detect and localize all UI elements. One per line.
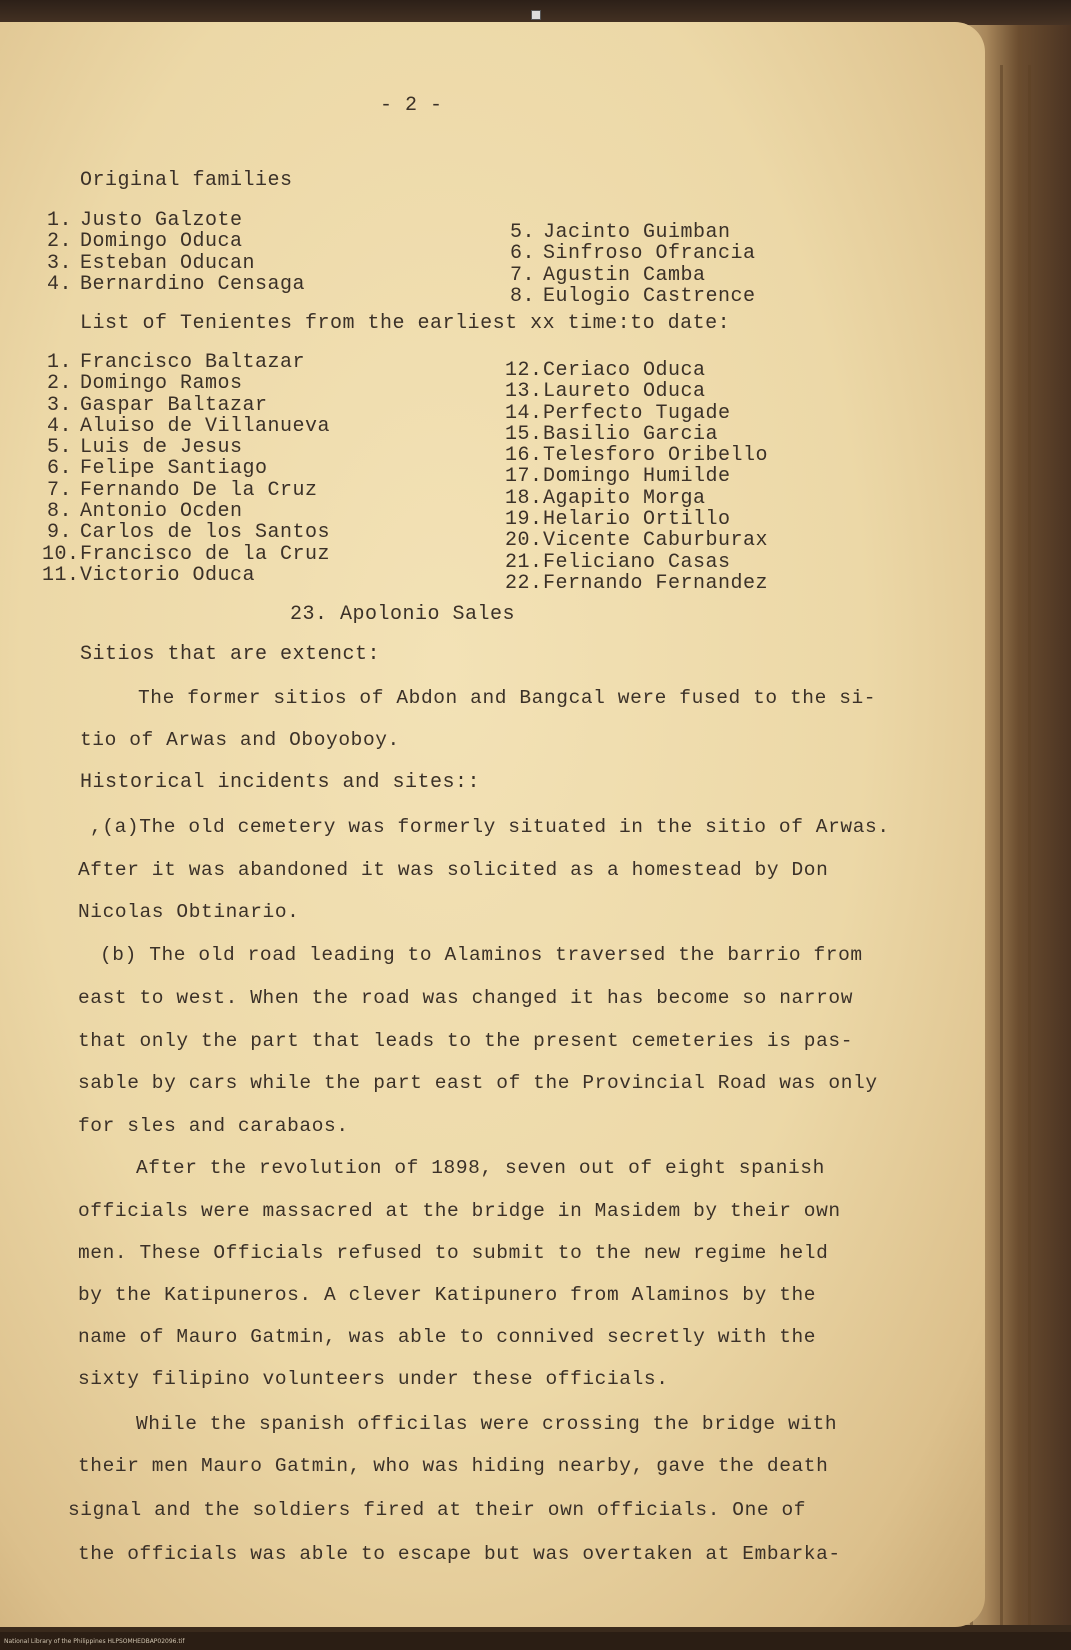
historical-heading: Historical incidents and sites:: [80, 771, 481, 794]
tenientes-extra-item: 23. Apolonio Sales [290, 603, 516, 626]
tenientes-left-list [42, 352, 330, 586]
list-item: 3. Gaspar Baltazar [46, 393, 268, 417]
history-line: While the spanish officilas were crossing the bridge with [136, 1413, 838, 1435]
list-item: 2. Domingo Oduca [46, 230, 243, 254]
list-item: 5. Luis de Jesus [46, 436, 243, 460]
page-number: - 2 - [380, 94, 443, 117]
history-line: that only the part that leads to the present cemeteries is pas- [78, 1030, 854, 1052]
list-item: 12.Ceriaco Oduca [505, 359, 706, 382]
list-item: 6. Sinfroso Ofrancia [509, 242, 756, 266]
original-families-left-list [42, 210, 305, 295]
list-item: 14.Perfecto Tugade [505, 401, 731, 425]
list-item: 8. Eulogio Castrence [509, 284, 756, 308]
history-line: sable by cars while the part east of the Provincial Road was only [78, 1072, 878, 1094]
history-line: name of Mauro Gatmin, was able to connived secretly with the [78, 1326, 817, 1348]
list-item: 22.Fernando Fernandez [505, 571, 769, 595]
history-line: ,(a)The old cemetery was formerly situated in the sitio of Arwas. [90, 816, 890, 838]
original-families-right-list [505, 222, 756, 307]
history-line: sixty filipino volunteers under these officials. [78, 1368, 669, 1390]
history-line: the officials was able to escape but was overtaken at Embarka- [78, 1543, 841, 1565]
list-item: 20.Vicente Caburburax [505, 529, 769, 553]
history-line: (b) The old road leading to Alaminos traversed the barrio from [100, 944, 863, 966]
list-item: 10.Francisco de la Cruz [42, 542, 331, 566]
list-item: 17.Domingo Humilde [505, 465, 731, 489]
scan-caption: National Library of the Philippines HLPSOMHEDBAP02096.tif [4, 1638, 185, 1645]
history-line: signal and the soldiers fired at their own officials. One of [68, 1499, 807, 1521]
list-item: 9. Carlos de los Santos [46, 521, 331, 545]
history-line: by the Katipuneros. A clever Katipunero from Alaminos by the [78, 1284, 817, 1306]
tenientes-right-list [505, 360, 768, 594]
history-line: After the revolution of 1898, seven out of eight spanish [136, 1157, 825, 1179]
list-item: 19.Helario Ortillo [505, 508, 731, 532]
list-item: 21.Feliciano Casas [505, 550, 731, 574]
list-item: 16.Telesforo Oribello [505, 444, 769, 468]
list-item: 1. Francisco Baltazar [46, 351, 306, 374]
sitios-line: tio of Arwas and Oboyoboy. [80, 729, 400, 751]
list-item: 18.Agapito Morga [505, 486, 706, 510]
list-item: 7. Agustin Camba [509, 263, 706, 287]
list-item: 11.Victorio Oduca [42, 563, 256, 587]
original-families-heading: Original families [80, 169, 293, 192]
list-item: 1. Justo Galzote [46, 209, 243, 232]
list-item: 5. Jacinto Guimban [509, 221, 731, 244]
list-item: 6. Felipe Santiago [46, 457, 268, 481]
sitios-heading: Sitios that are extenct: [80, 643, 381, 666]
list-item: 8. Antonio Ocden [46, 500, 243, 524]
history-line: their men Mauro Gatmin, who was hiding nearby, gave the death [78, 1455, 829, 1477]
scan-marker [531, 10, 541, 20]
list-item: 2. Domingo Ramos [46, 372, 243, 396]
list-item: 13.Laureto Oduca [505, 380, 706, 404]
list-item: 7. Fernando De la Cruz [46, 478, 318, 502]
sitios-line: The former sitios of Abdon and Bangcal were fused to the si- [138, 687, 877, 709]
tenientes-heading: List of Tenientes from the earliest xx time:to date: [80, 312, 731, 335]
history-line: After it was abandoned it was solicited as a homestead by Don [78, 859, 829, 881]
history-line: Nicolas Obtinario. [78, 901, 300, 923]
list-item: 15.Basilio Garcia [505, 422, 719, 446]
history-line: for sles and carabaos. [78, 1115, 349, 1137]
list-item: 3. Esteban Oducan [46, 251, 256, 275]
history-line: men. These Officials refused to submit to the new regime held [78, 1242, 829, 1264]
history-line: officials were massacred at the bridge in Masidem by their own [78, 1200, 841, 1222]
list-item: 4. Bernardino Censaga [46, 272, 306, 296]
history-line: east to west. When the road was changed it has become so narrow [78, 987, 854, 1009]
list-item: 4. Aluiso de Villanueva [46, 414, 331, 438]
